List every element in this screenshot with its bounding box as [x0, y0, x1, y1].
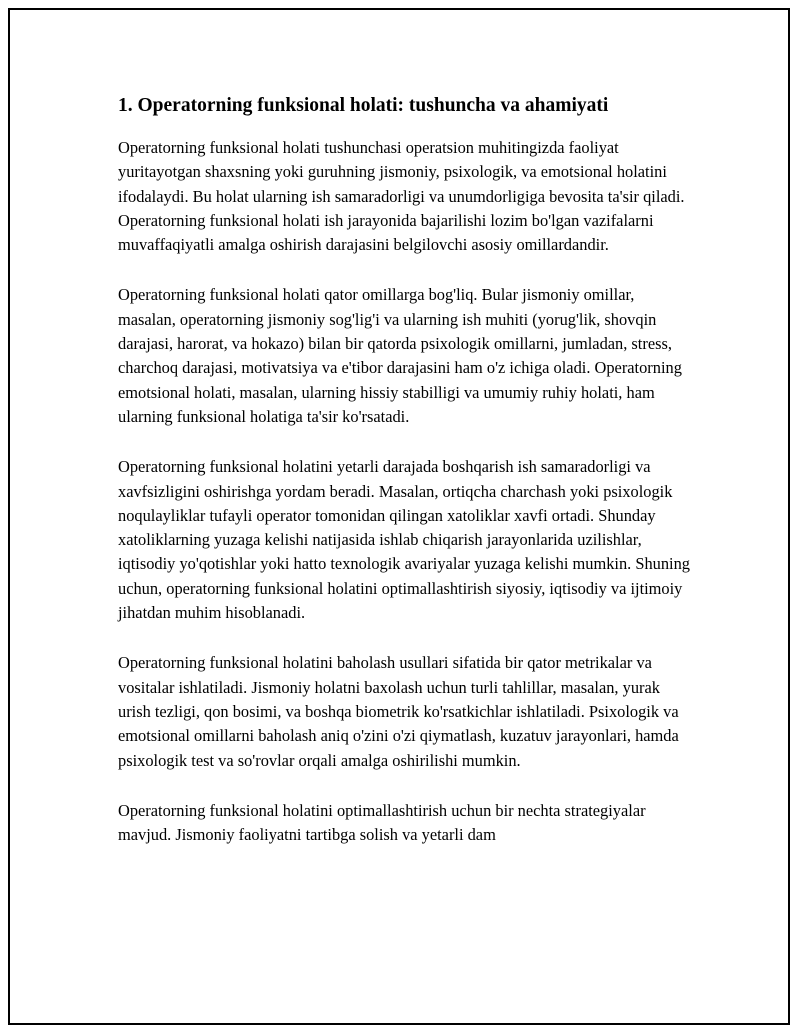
- paragraph-5: Operatorning funksional holatini optimallashtirish uchun bir nechta strategiyalar mavjud. Jismoniy faoliyatni tartibga solish va yetarli dam: [118, 800, 646, 845]
- paragraph-1: Operatorning funksional holati tushunchasi operatsion muhitingizda faoliyat yuritayotgan shaxsning yoki guruhning jismoniy, psixologik, va emotsional holatini ifodalaydi. Bu holat ularning ish samaradorligi va unumdorligiga bevosita ta'sir qiladi. Operatorning funksional holati ish jarayonida bajarilishi lozim bo'lgan vazifalarni muvaffaqiyatli amalga oshirish darajasini belgilovchi asosiy omillardandir.: [118, 138, 685, 255]
- document-body: [118, 92, 690, 873]
- page-frame: [8, 8, 790, 1025]
- paragraph-3: Operatorning funksional holatini yetarli darajada boshqarish ish samaradorligi va xavfsizligini oshirishga yordam beradi. Masalan, ortiqcha charchash yoki psixologik noqulayliklar tufayli operator tomonidan qilingan xatoliklar xavfi ortadi. Shunday xatoliklarning yuzaga kelishi natijasida ishlab chiqarish jarayonlarida uzilishlar, iqtisodiy yo'qotishlar yoki hatto texnologik avariyalar yuzaga kelishi mumkin. Shuning uchun, operatorning funksional holatini optimallashtirish siyosiy, iqtisodiy va ijtimoiy jihatdan muhim hisoblanadi.: [118, 457, 690, 623]
- section-heading: 1. Operatorning funksional holati: tushuncha va ahamiyati: [118, 95, 609, 116]
- paragraph-4: Operatorning funksional holatini baholash usullari sifatida bir qator metrikalar va vositalar ishlatiladi. Jismoniy holatni baxolash uchun turli tahlillar, masalan, yurak urish tezligi, qon bosimi, va boshqa biometrik ko'rsatkichlar ishlatiladi. Psixologik va emotsional omillarni baholash aniq o'zini o'zi qiymatlash, kuzatuv jarayonlari, hamda psixologik test va so'rovlar orqali amalga oshirilishi mumkin.: [118, 653, 679, 770]
- paragraph-2: Operatorning funksional holati qator omillarga bog'liq. Bular jismoniy omillar, masalan, operatorning jismoniy sog'lig'i va ularning ish muhiti (yorug'lik, shovqin darajasi, harorat, va hokazo) bilan bir qatorda psixologik omillarni, jumladan, stress, charchoq darajasi, motivatsiya va e'tibor darajasini ham o'z ichiga oladi. Operatorning emotsional holati, masalan, ularning hissiy stabilligi va umumiy ruhiy holati, ham ularning funksional holatiga ta'sir ko'rsatadi.: [118, 285, 682, 426]
